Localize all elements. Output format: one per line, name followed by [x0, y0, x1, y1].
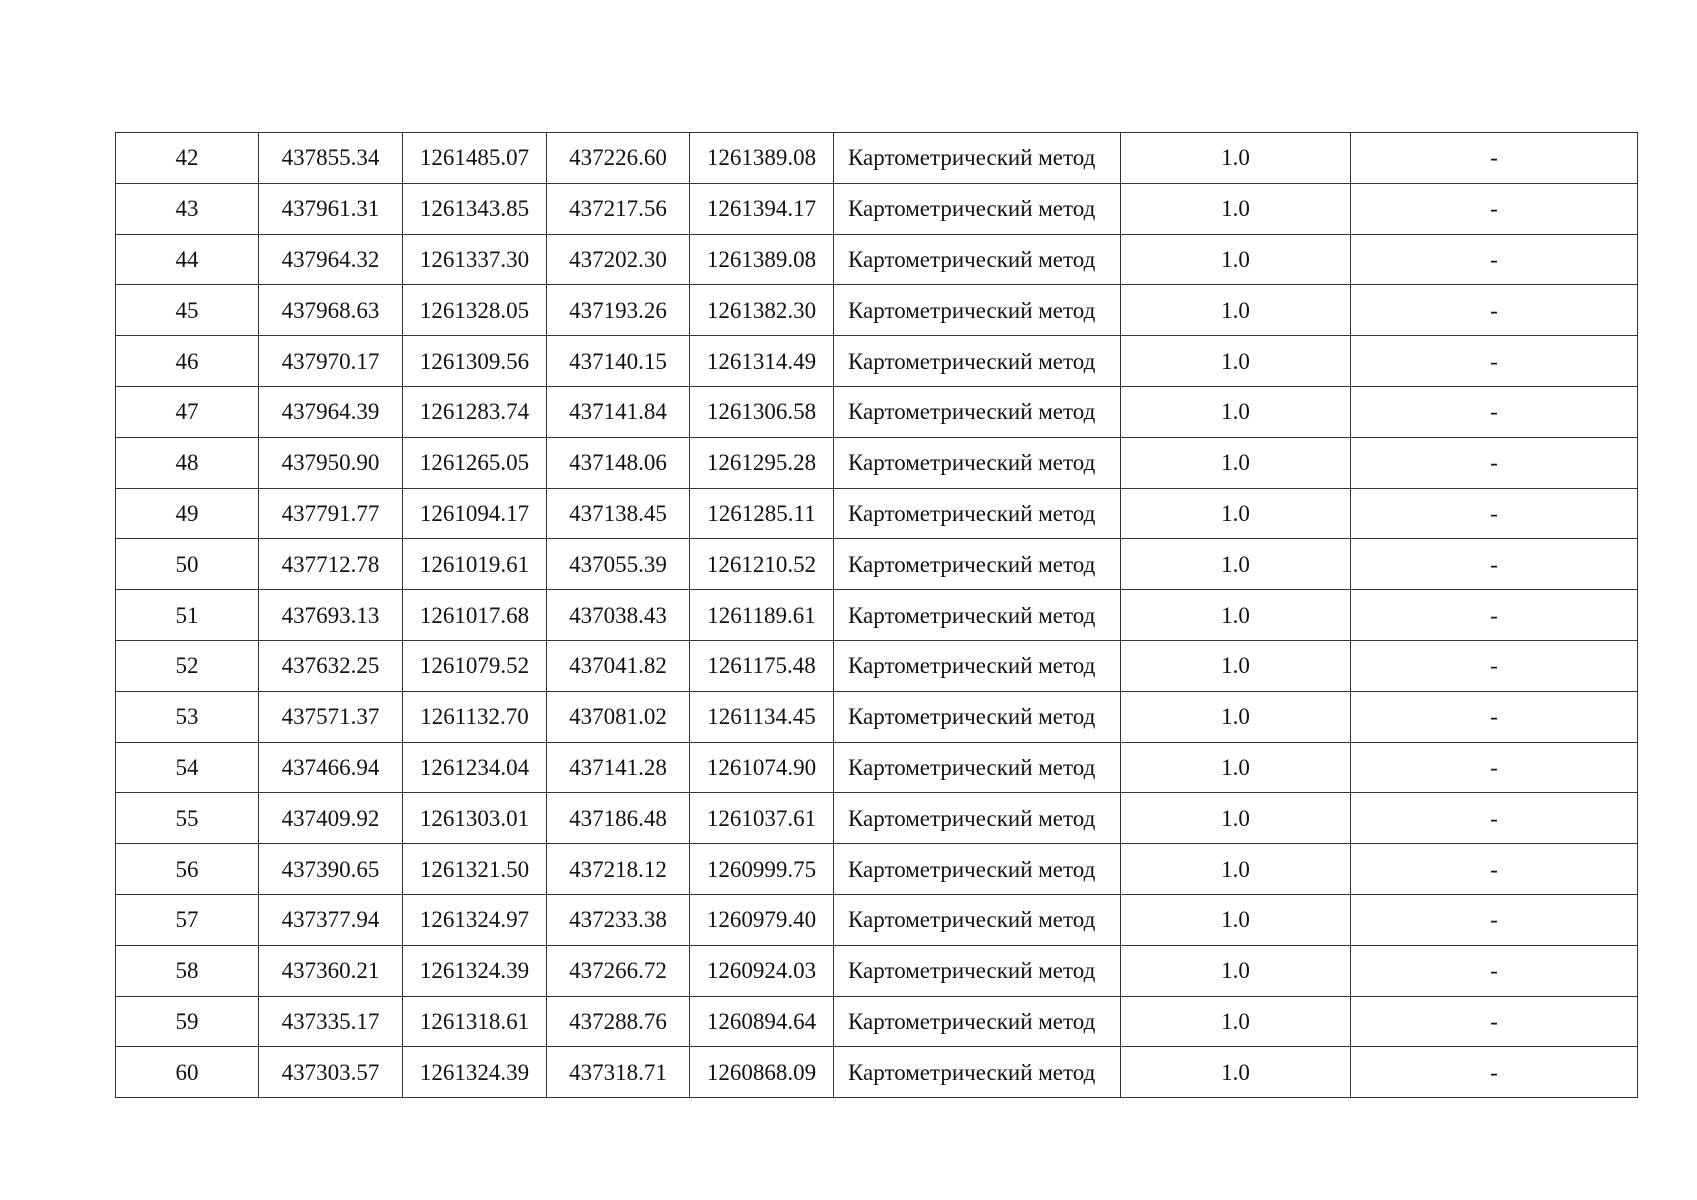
note-cell: - [1351, 793, 1638, 844]
y-coordinate-cell: 1261265.05 [403, 437, 547, 488]
y-coordinate-cell: 1261382.30 [690, 285, 834, 336]
method-cell: Картометрический метод [834, 590, 1121, 641]
note-cell: - [1351, 894, 1638, 945]
note-cell: - [1351, 996, 1638, 1047]
method-cell: Картометрический метод [834, 234, 1121, 285]
table-row [116, 894, 1638, 945]
y-coordinate-cell: 1261324.39 [403, 1047, 547, 1098]
x-coordinate-cell: 437266.72 [547, 945, 690, 996]
method-cell: Картометрический метод [834, 1047, 1121, 1098]
point-number-cell: 54 [116, 742, 259, 793]
y-coordinate-cell: 1261306.58 [690, 386, 834, 437]
table-row [116, 691, 1638, 742]
x-coordinate-cell: 437202.30 [547, 234, 690, 285]
x-coordinate-cell: 437409.92 [259, 793, 403, 844]
x-coordinate-cell: 437148.06 [547, 437, 690, 488]
y-coordinate-cell: 1261283.74 [403, 386, 547, 437]
method-cell: Картометрический метод [834, 437, 1121, 488]
accuracy-cell: 1.0 [1121, 133, 1351, 184]
method-cell: Картометрический метод [834, 996, 1121, 1047]
x-coordinate-cell: 437141.84 [547, 386, 690, 437]
note-cell: - [1351, 437, 1638, 488]
y-coordinate-cell: 1261389.08 [690, 234, 834, 285]
x-coordinate-cell: 437081.02 [547, 691, 690, 742]
x-coordinate-cell: 437335.17 [259, 996, 403, 1047]
point-number-cell: 48 [116, 437, 259, 488]
y-coordinate-cell: 1261343.85 [403, 183, 547, 234]
note-cell: - [1351, 539, 1638, 590]
x-coordinate-cell: 437055.39 [547, 539, 690, 590]
x-coordinate-cell: 437712.78 [259, 539, 403, 590]
point-number-cell: 44 [116, 234, 259, 285]
y-coordinate-cell: 1261234.04 [403, 742, 547, 793]
y-coordinate-cell: 1261285.11 [690, 488, 834, 539]
y-coordinate-cell: 1261394.17 [690, 183, 834, 234]
y-coordinate-cell: 1261324.39 [403, 945, 547, 996]
x-coordinate-cell: 437968.63 [259, 285, 403, 336]
accuracy-cell: 1.0 [1121, 742, 1351, 793]
method-cell: Картометрический метод [834, 285, 1121, 336]
method-cell: Картометрический метод [834, 336, 1121, 387]
table-row [116, 996, 1638, 1047]
x-coordinate-cell: 437970.17 [259, 336, 403, 387]
y-coordinate-cell: 1261134.45 [690, 691, 834, 742]
accuracy-cell: 1.0 [1121, 1047, 1351, 1098]
table-row [116, 133, 1638, 184]
y-coordinate-cell: 1261324.97 [403, 894, 547, 945]
point-number-cell: 51 [116, 590, 259, 641]
y-coordinate-cell: 1261019.61 [403, 539, 547, 590]
point-number-cell: 52 [116, 640, 259, 691]
method-cell: Картометрический метод [834, 386, 1121, 437]
y-coordinate-cell: 1261309.56 [403, 336, 547, 387]
y-coordinate-cell: 1261132.70 [403, 691, 547, 742]
x-coordinate-cell: 437226.60 [547, 133, 690, 184]
x-coordinate-cell: 437377.94 [259, 894, 403, 945]
note-cell: - [1351, 691, 1638, 742]
table-row [116, 1047, 1638, 1098]
y-coordinate-cell: 1261318.61 [403, 996, 547, 1047]
point-number-cell: 49 [116, 488, 259, 539]
y-coordinate-cell: 1261210.52 [690, 539, 834, 590]
accuracy-cell: 1.0 [1121, 996, 1351, 1047]
accuracy-cell: 1.0 [1121, 539, 1351, 590]
method-cell: Картометрический метод [834, 488, 1121, 539]
point-number-cell: 60 [116, 1047, 259, 1098]
table-row [116, 183, 1638, 234]
method-cell: Картометрический метод [834, 640, 1121, 691]
x-coordinate-cell: 437288.76 [547, 996, 690, 1047]
table-row [116, 539, 1638, 590]
table-row [116, 234, 1638, 285]
note-cell: - [1351, 234, 1638, 285]
y-coordinate-cell: 1261295.28 [690, 437, 834, 488]
point-number-cell: 57 [116, 894, 259, 945]
x-coordinate-cell: 437693.13 [259, 590, 403, 641]
y-coordinate-cell: 1260868.09 [690, 1047, 834, 1098]
y-coordinate-cell: 1260924.03 [690, 945, 834, 996]
x-coordinate-cell: 437964.32 [259, 234, 403, 285]
x-coordinate-cell: 437038.43 [547, 590, 690, 641]
x-coordinate-cell: 437233.38 [547, 894, 690, 945]
point-number-cell: 46 [116, 336, 259, 387]
y-coordinate-cell: 1261321.50 [403, 844, 547, 895]
x-coordinate-cell: 437964.39 [259, 386, 403, 437]
y-coordinate-cell: 1260999.75 [690, 844, 834, 895]
note-cell: - [1351, 488, 1638, 539]
point-number-cell: 55 [116, 793, 259, 844]
accuracy-cell: 1.0 [1121, 183, 1351, 234]
table-row [116, 640, 1638, 691]
method-cell: Картометрический метод [834, 742, 1121, 793]
table-row [116, 437, 1638, 488]
x-coordinate-cell: 437791.77 [259, 488, 403, 539]
method-cell: Картометрический метод [834, 133, 1121, 184]
table-row [116, 285, 1638, 336]
accuracy-cell: 1.0 [1121, 640, 1351, 691]
x-coordinate-cell: 437360.21 [259, 945, 403, 996]
x-coordinate-cell: 437217.56 [547, 183, 690, 234]
method-cell: Картометрический метод [834, 793, 1121, 844]
y-coordinate-cell: 1261037.61 [690, 793, 834, 844]
accuracy-cell: 1.0 [1121, 336, 1351, 387]
x-coordinate-cell: 437466.94 [259, 742, 403, 793]
y-coordinate-cell: 1261175.48 [690, 640, 834, 691]
y-coordinate-cell: 1261303.01 [403, 793, 547, 844]
accuracy-cell: 1.0 [1121, 894, 1351, 945]
accuracy-cell: 1.0 [1121, 590, 1351, 641]
y-coordinate-cell: 1261314.49 [690, 336, 834, 387]
x-coordinate-cell: 437193.26 [547, 285, 690, 336]
table-row [116, 336, 1638, 387]
y-coordinate-cell: 1261017.68 [403, 590, 547, 641]
method-cell: Картометрический метод [834, 894, 1121, 945]
y-coordinate-cell: 1261094.17 [403, 488, 547, 539]
note-cell: - [1351, 386, 1638, 437]
x-coordinate-cell: 437140.15 [547, 336, 690, 387]
point-number-cell: 45 [116, 285, 259, 336]
note-cell: - [1351, 336, 1638, 387]
table-row [116, 590, 1638, 641]
note-cell: - [1351, 590, 1638, 641]
note-cell: - [1351, 640, 1638, 691]
y-coordinate-cell: 1261389.08 [690, 133, 834, 184]
point-number-cell: 42 [116, 133, 259, 184]
table-row [116, 488, 1638, 539]
y-coordinate-cell: 1261189.61 [690, 590, 834, 641]
accuracy-cell: 1.0 [1121, 285, 1351, 336]
method-cell: Картометрический метод [834, 539, 1121, 590]
x-coordinate-cell: 437138.45 [547, 488, 690, 539]
y-coordinate-cell: 1261337.30 [403, 234, 547, 285]
table-row [116, 945, 1638, 996]
y-coordinate-cell: 1261074.90 [690, 742, 834, 793]
note-cell: - [1351, 742, 1638, 793]
x-coordinate-cell: 437303.57 [259, 1047, 403, 1098]
point-number-cell: 56 [116, 844, 259, 895]
accuracy-cell: 1.0 [1121, 437, 1351, 488]
x-coordinate-cell: 437390.65 [259, 844, 403, 895]
coordinates-table [115, 132, 1638, 1098]
accuracy-cell: 1.0 [1121, 793, 1351, 844]
point-number-cell: 59 [116, 996, 259, 1047]
y-coordinate-cell: 1261328.05 [403, 285, 547, 336]
accuracy-cell: 1.0 [1121, 945, 1351, 996]
note-cell: - [1351, 285, 1638, 336]
note-cell: - [1351, 133, 1638, 184]
point-number-cell: 47 [116, 386, 259, 437]
table-row [116, 844, 1638, 895]
point-number-cell: 43 [116, 183, 259, 234]
note-cell: - [1351, 1047, 1638, 1098]
accuracy-cell: 1.0 [1121, 234, 1351, 285]
note-cell: - [1351, 844, 1638, 895]
method-cell: Картометрический метод [834, 183, 1121, 234]
method-cell: Картометрический метод [834, 844, 1121, 895]
x-coordinate-cell: 437141.28 [547, 742, 690, 793]
method-cell: Картометрический метод [834, 691, 1121, 742]
accuracy-cell: 1.0 [1121, 488, 1351, 539]
y-coordinate-cell: 1261079.52 [403, 640, 547, 691]
y-coordinate-cell: 1260894.64 [690, 996, 834, 1047]
table-row [116, 742, 1638, 793]
y-coordinate-cell: 1261485.07 [403, 133, 547, 184]
x-coordinate-cell: 437632.25 [259, 640, 403, 691]
x-coordinate-cell: 437318.71 [547, 1047, 690, 1098]
accuracy-cell: 1.0 [1121, 691, 1351, 742]
point-number-cell: 58 [116, 945, 259, 996]
x-coordinate-cell: 437186.48 [547, 793, 690, 844]
note-cell: - [1351, 183, 1638, 234]
x-coordinate-cell: 437571.37 [259, 691, 403, 742]
note-cell: - [1351, 945, 1638, 996]
x-coordinate-cell: 437950.90 [259, 437, 403, 488]
point-number-cell: 50 [116, 539, 259, 590]
x-coordinate-cell: 437961.31 [259, 183, 403, 234]
accuracy-cell: 1.0 [1121, 386, 1351, 437]
y-coordinate-cell: 1260979.40 [690, 894, 834, 945]
x-coordinate-cell: 437218.12 [547, 844, 690, 895]
point-number-cell: 53 [116, 691, 259, 742]
x-coordinate-cell: 437041.82 [547, 640, 690, 691]
table-body [116, 133, 1638, 1098]
table-row [116, 793, 1638, 844]
x-coordinate-cell: 437855.34 [259, 133, 403, 184]
method-cell: Картометрический метод [834, 945, 1121, 996]
accuracy-cell: 1.0 [1121, 844, 1351, 895]
table-row [116, 386, 1638, 437]
